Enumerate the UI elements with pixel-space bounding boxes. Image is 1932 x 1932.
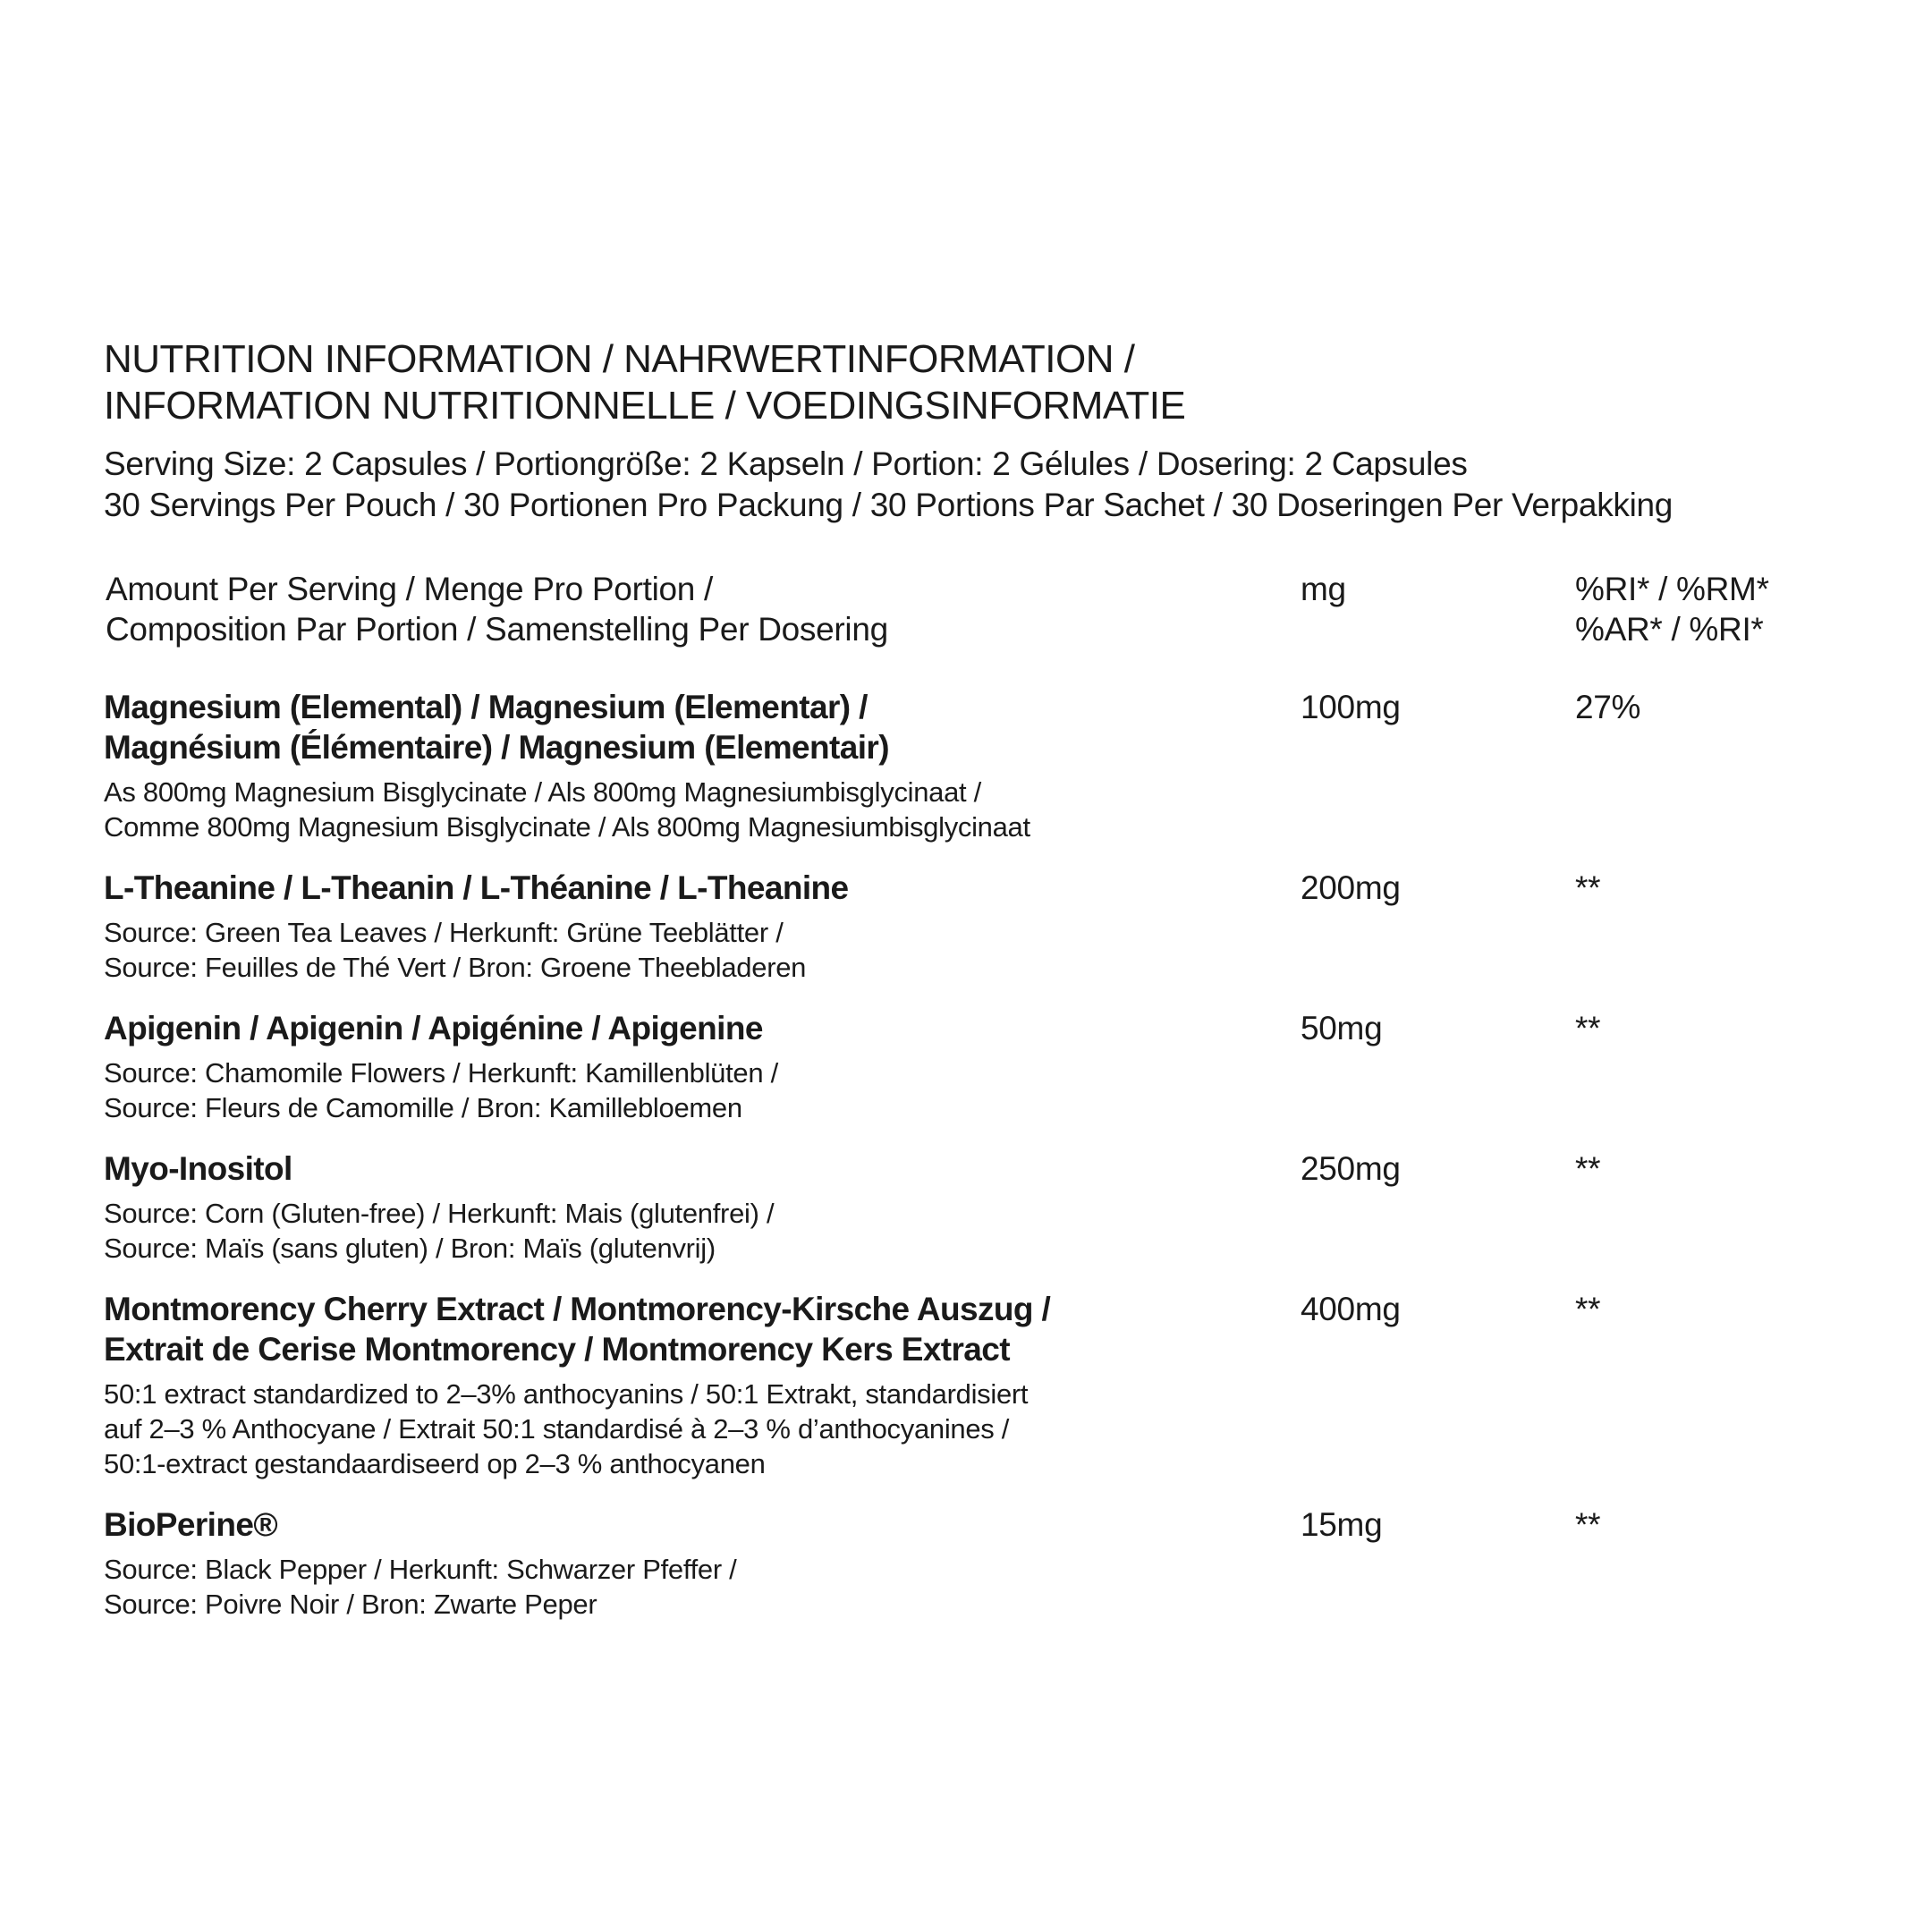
ingredient-list bbox=[104, 687, 1839, 1622]
ingredient-description bbox=[104, 1552, 1267, 1622]
ingredient-name bbox=[104, 1148, 1267, 1189]
ingredient-amount: 15mg bbox=[1301, 1506, 1383, 1543]
ingredient-description bbox=[104, 1377, 1267, 1481]
ingredient-name-line: Extrait de Cerise Montmorency / Montmorency Kers Extract bbox=[104, 1331, 1010, 1368]
header-ri-line-1: %RI* / %RM* bbox=[1575, 571, 1769, 607]
ingredient-ri: ** bbox=[1575, 1506, 1601, 1543]
ingredient-name-line: Myo-Inositol bbox=[104, 1150, 292, 1187]
ingredient-row bbox=[104, 868, 1839, 985]
ingredient-amount: 400mg bbox=[1301, 1291, 1401, 1327]
ingredient-name bbox=[104, 1289, 1267, 1369]
ingredient-name-line: BioPerine® bbox=[104, 1506, 277, 1543]
ingredient-desc-line: Comme 800mg Magnesium Bisglycinate / Als 800mg Magnesiumbisglycinaat bbox=[104, 811, 1030, 843]
ingredient-amount: 50mg bbox=[1301, 1010, 1383, 1046]
ingredient-name bbox=[104, 868, 1267, 908]
ingredient-ri: ** bbox=[1575, 1150, 1601, 1187]
header-ri-line-2: %AR* / %RI* bbox=[1575, 611, 1764, 648]
ingredient-name bbox=[104, 687, 1267, 767]
header-amount-line-1: Amount Per Serving / Menge Pro Portion / bbox=[106, 571, 714, 607]
ingredient-description bbox=[104, 775, 1267, 844]
ingredient-desc-line: 50:1 extract standardized to 2–3% anthocyanins / 50:1 Extrakt, standardisiert bbox=[104, 1378, 1029, 1410]
ingredient-name-line: Apigenin / Apigenin / Apigénine / Apigenine bbox=[104, 1010, 763, 1046]
ingredient-desc-line: Source: Chamomile Flowers / Herkunft: Kamillenblüten / bbox=[104, 1057, 778, 1089]
servings-per-pack: 30 Servings Per Pouch / 30 Portionen Pro Packung / 30 Portions Par Sachet / 30 Doseringen Per Verpakking bbox=[104, 487, 1674, 523]
ingredient-row bbox=[104, 687, 1839, 844]
ingredient-row bbox=[104, 1008, 1839, 1125]
nutrition-panel bbox=[104, 336, 1839, 1645]
header-unit: mg bbox=[1301, 571, 1346, 607]
ingredient-desc-line: auf 2–3 % Anthocyane / Extrait 50:1 standardisé à 2–3 % d’anthocyanines / bbox=[104, 1413, 1010, 1445]
ingredient-description bbox=[104, 1196, 1267, 1266]
ingredient-row bbox=[104, 1148, 1839, 1266]
ingredient-description bbox=[104, 1055, 1267, 1125]
page-title bbox=[104, 336, 1839, 429]
ingredient-name-line: Magnesium (Elemental) / Magnesium (Elementar) / bbox=[104, 689, 868, 725]
ingredient-desc-line: Source: Fleurs de Camomille / Bron: Kamillebloemen bbox=[104, 1092, 742, 1123]
ingredient-ri: ** bbox=[1575, 1010, 1601, 1046]
ingredient-name bbox=[104, 1504, 1267, 1545]
ingredient-ri: ** bbox=[1575, 1291, 1601, 1327]
title-line-2: INFORMATION NUTRITIONNELLE / VOEDINGSINFORMATIE bbox=[104, 384, 1186, 428]
ingredient-desc-line: Source: Poivre Noir / Bron: Zwarte Peper bbox=[104, 1589, 597, 1620]
ingredient-amount: 250mg bbox=[1301, 1150, 1401, 1187]
ingredient-name bbox=[104, 1008, 1267, 1048]
ingredient-name-line: Magnésium (Élémentaire) / Magnesium (Elementair) bbox=[104, 729, 889, 766]
header-amount-line-2: Composition Par Portion / Samenstelling Per Dosering bbox=[106, 611, 888, 648]
ingredient-ri: ** bbox=[1575, 869, 1601, 906]
ingredient-description bbox=[104, 915, 1267, 985]
ingredient-row bbox=[104, 1289, 1839, 1481]
ingredient-desc-line: 50:1-extract gestandaardiseerd op 2–3 % anthocyanen bbox=[104, 1448, 766, 1479]
table-header bbox=[104, 569, 1839, 649]
ingredient-desc-line: Source: Feuilles de Thé Vert / Bron: Groene Theebladeren bbox=[104, 952, 807, 983]
title-line-1: NUTRITION INFORMATION / NAHRWERTINFORMATION / bbox=[104, 337, 1135, 381]
ingredient-desc-line: Source: Black Pepper / Herkunft: Schwarzer Pfeffer / bbox=[104, 1554, 737, 1585]
serving-info bbox=[104, 444, 1839, 526]
header-amount-per-serving bbox=[106, 569, 1268, 649]
serving-size: Serving Size: 2 Capsules / Portiongröße: 2 Kapseln / Portion: 2 Gélules / Dosering: 2 Capsules bbox=[104, 445, 1468, 482]
ingredient-name-line: L-Theanine / L-Theanin / L-Théanine / L-Theanine bbox=[104, 869, 849, 906]
ingredient-desc-line: As 800mg Magnesium Bisglycinate / Als 800mg Magnesiumbisglycinaat / bbox=[104, 776, 981, 808]
ingredient-name-line: Montmorency Cherry Extract / Montmorency-Kirsche Auszug / bbox=[104, 1291, 1051, 1327]
ingredient-row bbox=[104, 1504, 1839, 1622]
header-reference-intake bbox=[1575, 569, 1769, 649]
ingredient-ri: 27% bbox=[1575, 689, 1641, 725]
ingredient-desc-line: Source: Maïs (sans gluten) / Bron: Maïs (glutenvrij) bbox=[104, 1233, 716, 1264]
ingredient-amount: 200mg bbox=[1301, 869, 1401, 906]
ingredient-desc-line: Source: Corn (Gluten-free) / Herkunft: Mais (glutenfrei) / bbox=[104, 1198, 775, 1229]
ingredient-desc-line: Source: Green Tea Leaves / Herkunft: Grüne Teeblätter / bbox=[104, 917, 784, 948]
ingredient-amount: 100mg bbox=[1301, 689, 1401, 725]
